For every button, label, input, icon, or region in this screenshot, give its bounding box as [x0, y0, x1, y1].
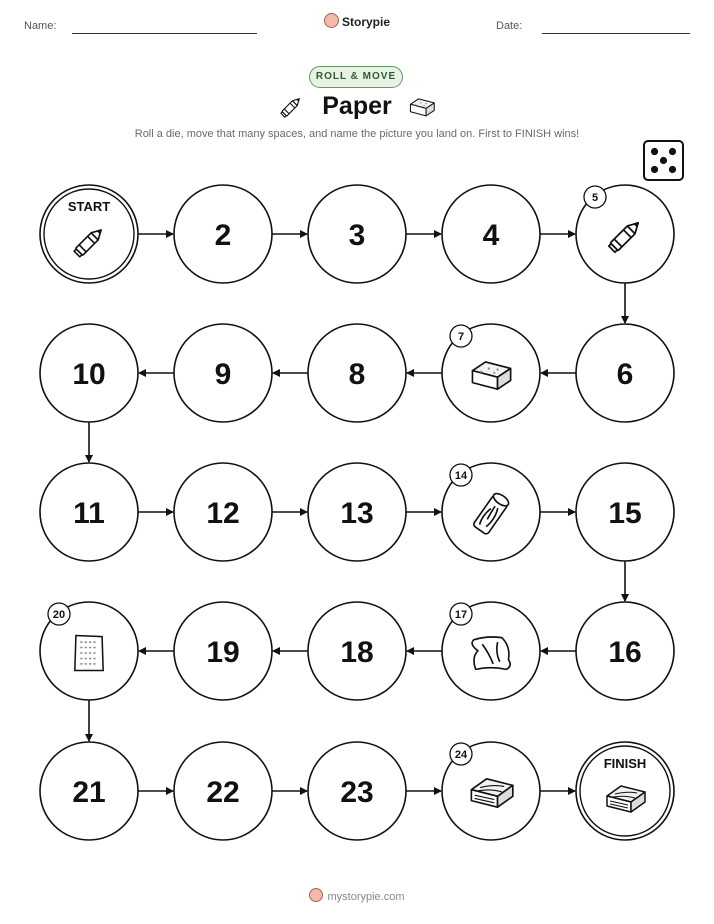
space-18[interactable]	[308, 602, 406, 700]
die-icon	[644, 141, 683, 180]
space-19[interactable]	[174, 602, 272, 700]
paper-sheet-icon	[75, 636, 103, 671]
space-13[interactable]	[308, 463, 406, 561]
space-number: 4	[482, 219, 500, 252]
space-number: 15	[608, 497, 642, 530]
space-12[interactable]	[174, 463, 272, 561]
instructions: Roll a die, move that many spaces, and name the picture you land on. First to FINISH wins!	[134, 128, 580, 140]
finish-label: FINISH	[603, 756, 647, 771]
space-25[interactable]	[576, 742, 674, 840]
space-number: 12	[206, 497, 240, 530]
space-number: 23	[340, 776, 374, 809]
name-label: Name:	[24, 20, 57, 32]
space-number: 22	[206, 776, 240, 809]
space-number: 21	[72, 776, 106, 809]
space-8[interactable]	[308, 324, 406, 422]
space-6[interactable]	[576, 324, 674, 422]
space-16[interactable]	[576, 602, 674, 700]
space-number: 2	[214, 219, 232, 252]
space-number: 10	[72, 358, 106, 391]
space-10[interactable]	[40, 324, 138, 422]
space-17[interactable]	[442, 602, 540, 700]
space-badge-number: 24	[454, 749, 468, 761]
roll-and-move-badge: ROLL & MOVE	[309, 66, 403, 88]
die-pip	[669, 148, 676, 155]
space-3[interactable]	[308, 185, 406, 283]
die-pip	[651, 148, 658, 155]
footer-url: mystorypie.com	[327, 891, 405, 903]
die-pip	[669, 166, 676, 173]
space-number: 6	[616, 358, 634, 391]
start-label: START	[67, 199, 111, 214]
brand-name: Storypie	[341, 15, 390, 29]
space-1[interactable]	[40, 185, 138, 283]
space-9[interactable]	[174, 324, 272, 422]
space-21[interactable]	[40, 742, 138, 840]
space-2[interactable]	[174, 185, 272, 283]
space-badge-number: 7	[457, 331, 465, 343]
space-22[interactable]	[174, 742, 272, 840]
space-number: 11	[73, 497, 105, 530]
space-badge-number: 5	[591, 192, 599, 204]
space-badge-number: 20	[52, 609, 66, 621]
bag-icon	[472, 637, 510, 669]
space-4[interactable]	[442, 185, 540, 283]
space-number: 16	[608, 636, 642, 669]
space-number: 8	[348, 358, 366, 391]
space-badge-number: 17	[454, 609, 468, 621]
date-label: Date:	[496, 20, 523, 32]
space-number: 19	[206, 636, 240, 669]
space-number: 13	[340, 497, 374, 530]
title-crayon-icon	[280, 96, 301, 117]
space-7[interactable]	[442, 324, 540, 422]
space-23[interactable]	[308, 742, 406, 840]
space-24[interactable]	[442, 742, 540, 840]
space-number: 18	[340, 636, 374, 669]
space-11[interactable]	[40, 463, 138, 561]
space-number: 3	[348, 219, 366, 252]
space-badge-number: 14	[454, 470, 468, 482]
space-5[interactable]	[576, 185, 674, 283]
die-pip	[651, 166, 658, 173]
page-title: Paper	[322, 92, 392, 120]
title-wood-icon	[410, 99, 434, 116]
die-pip	[660, 157, 667, 164]
space-14[interactable]	[442, 463, 540, 561]
space-15[interactable]	[576, 463, 674, 561]
space-20[interactable]	[40, 602, 138, 700]
space-number: 9	[214, 358, 232, 391]
